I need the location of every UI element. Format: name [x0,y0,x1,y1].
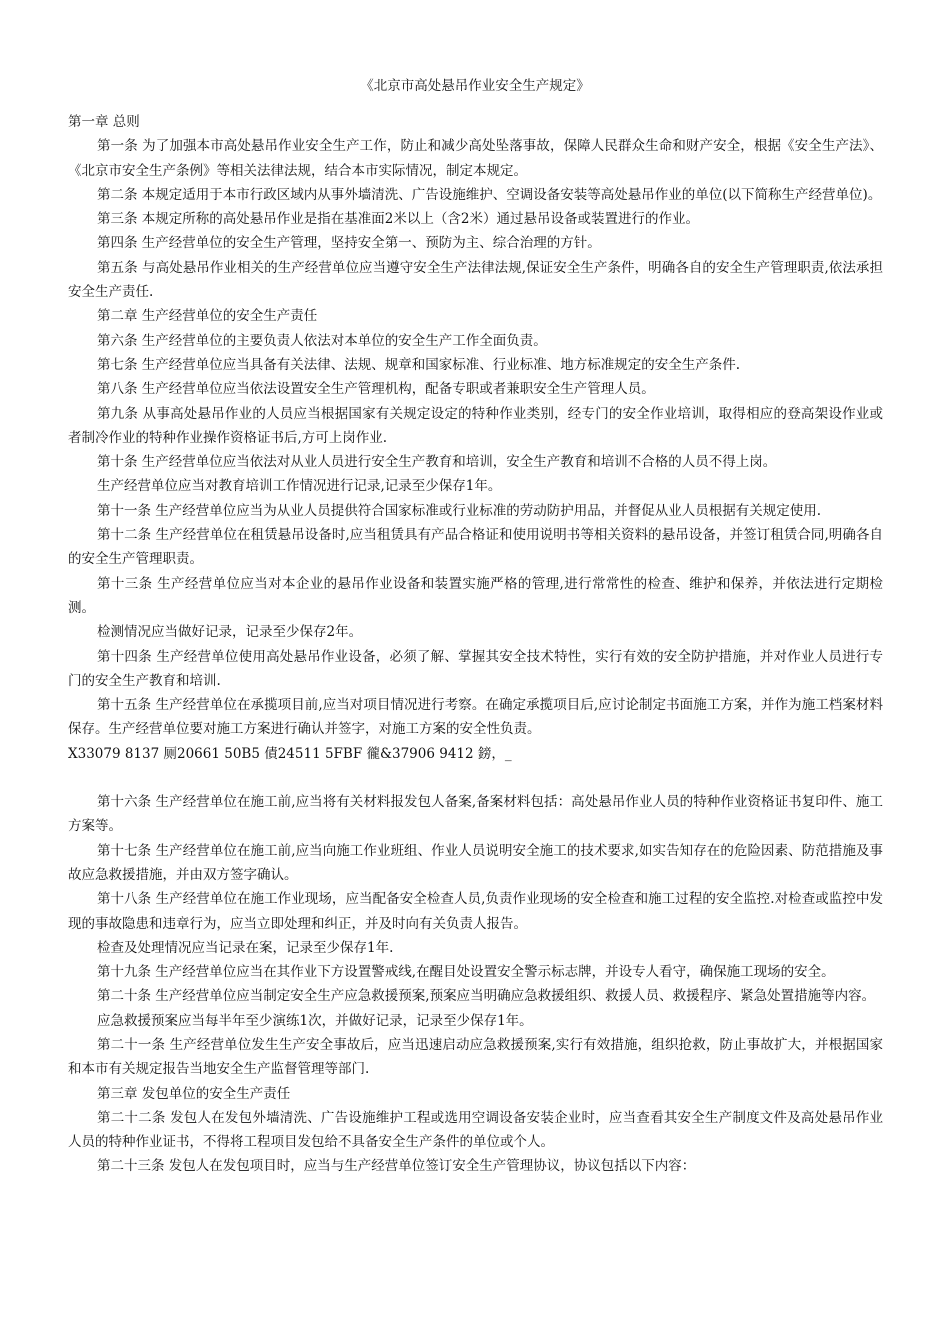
article-paragraph: 第二十三条 发包人在发包项目时，应当与生产经营单位签订安全生产管理协议，协议包括以下内容： [97,1158,696,1175]
chapter-heading: 第二章 生产经营单位的安全生产责任 [97,308,318,325]
article-paragraph: 第十一条 生产经营单位应当为从业人员提供符合国家标准或行业标准的劳动防护用品，并督促从业人员根据有关规定使用. [97,502,822,519]
article-paragraph: 第十九条 生产经营单位应当在其作业下方设置警戒线,在醒目处设置安全警示标志牌，并设专人看守，确保施工现场的安全。 [97,964,835,981]
article-paragraph: 第四条 生产经营单位的安全生产管理，坚持安全第一、预防为主、综合治理的方针。 [97,235,601,252]
blank-line [68,766,883,790]
article-paragraph: 第九条 从事高处悬吊作业的人员应当根据国家有关规定设定的特种作业类别，经专门的安全作业培训，取得相应的登高架设作业或者制冷作业的特种作业操作资格证书后,方可上岗作业. [68,405,883,446]
chapter-heading: 第三章 发包单位的安全生产责任 [97,1085,291,1102]
article-paragraph: 第七条 生产经营单位应当具备有关法律、法规、规章和国家标准、行业标准、地方标准规定的安全生产条件. [97,356,741,373]
article-paragraph: 第十八条 生产经营单位在施工作业现场，应当配备安全检查人员,负责作业现场的安全检查和施工过程的安全监控.对检查或监控中发现的事故隐患和违章行为，应当立即处理和纠正，并及时向有关负责人报告。 [68,891,883,932]
article-paragraph: 第十六条 生产经营单位在施工前,应当将有关材料报发包人备案,备案材料包括：高处悬吊作业人员的特种作业资格证书复印件、施工方案等。 [68,794,883,835]
document-title: 《北京市高处悬吊作业安全生产规定》 [360,78,590,94]
article-paragraph: 第三条 本规定所称的高处悬吊作业是指在基准面2米以上（含2米）通过悬吊设备或装置进行的作业。 [97,211,699,228]
article-paragraph: 第二条 本规定适用于本市行政区域内从事外墙清洗、广告设施维护、空调设备安装等高处悬吊作业的单位(以下简称生产经营单位)。 [97,186,882,203]
article-paragraph: 检查及处理情况应当记录在案，记录至少保存1年. [97,939,394,956]
article-paragraph: 第一条 为了加强本市高处悬吊作业安全生产工作，防止和减少高处坠落事故，保障人民群众生命和财产安全，根据《安全生产法》、《北京市安全生产条例》等相关法律法规，结合本市实际情况，制定本规定。 [68,138,883,179]
article-paragraph: 第十七条 生产经营单位在施工前,应当向施工作业班组、作业人员说明安全施工的技术要求,如实告知存在的危险因素、防范措施及事故应急救援措施，并由双方签字确认。 [68,842,883,883]
article-paragraph: 第十四条 生产经营单位使用高处悬吊作业设备，必须了解、掌握其安全技术特性，实行有效的安全防护措施，并对作业人员进行专门的安全生产教育和培训. [68,648,883,689]
article-paragraph: 第二十二条 发包人在发包外墙清洗、广告设施维护工程或选用空调设备安装企业时，应当查看其安全生产制度文件及高处悬吊作业人员的特种作业证书，不得将工程项目发包给不具备安全生产条件的单位或个人。 [68,1109,883,1151]
article-paragraph: 第二十条 生产经营单位应当制定安全生产应急救援预案,预案应当明确应急救援组织、救援人员、救援程序、紧急处置措施等内容。 [97,988,876,1005]
article-paragraph: 检测情况应当做好记录，记录至少保存2年。 [97,624,363,641]
document-body [68,110,883,1179]
article-paragraph: 第六条 生产经营单位的主要负责人依法对本单位的安全生产工作全面负责。 [97,332,547,349]
article-paragraph: 第十五条 生产经营单位在承揽项目前,应当对项目情况进行考察。在确定承揽项目后,应讨论制定书面施工方案，并作为施工档案材料保存。生产经营单位要对施工方案进行确认并签字，对施工方案的安全性负责。 [68,697,883,738]
article-paragraph: 应急救援预案应当每半年至少演练1次，并做好记录，记录至少保存1年。 [97,1012,533,1029]
article-paragraph: 第八条 生产经营单位应当依法设置安全生产管理机构，配备专职或者兼职安全生产管理人员。 [97,381,655,398]
article-paragraph: 生产经营单位应当对教育培训工作情况进行记录,记录至少保存1年。 [97,478,502,495]
article-paragraph: 第十二条 生产经营单位在租赁悬吊设备时,应当租赁具有产品合格证和使用说明书等相关资料的悬吊设备，并签订租赁合同,明确各自的安全生产管理职责。 [68,527,883,568]
garbled-text-line: X33079 8137 厕20661 50B5 債24511 5FBF 徿&37906 9412 鎊，_ [68,745,512,762]
article-paragraph: 第十三条 生产经营单位应当对本企业的悬吊作业设备和装置实施严格的管理,进行常常性的检查、维护和保养，并依法进行定期检测。 [68,575,883,616]
article-paragraph: 第五条 与高处悬吊作业相关的生产经营单位应当遵守安全生产法律法规,保证安全生产条件，明确各自的安全生产管理职责,依法承担安全生产责任. [68,259,883,301]
article-paragraph: 第二十一条 生产经营单位发生生产安全事故后，应当迅速启动应急救援预案,实行有效措施，组织抢救，防止事故扩大，并根据国家和本市有关规定报告当地安全生产监督管理等部门. [68,1036,883,1078]
chapter-heading: 第一章 总则 [68,114,140,130]
article-paragraph: 第十条 生产经营单位应当依法对从业人员进行安全生产教育和培训，安全生产教育和培训不合格的人员不得上岗。 [97,454,777,471]
